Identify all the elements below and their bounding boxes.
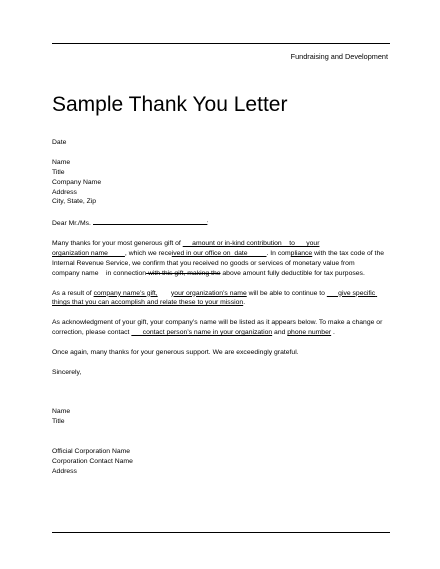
text: Many thanks for your most generous gift of: [52, 240, 183, 248]
paragraph-gift: [52, 239, 390, 279]
text: [158, 290, 171, 297]
listing-address: Address: [52, 467, 77, 475]
placeholder-amount: amount or in-kind contribution to your: [182, 240, 320, 248]
placeholder-contact-person: contact person’s name in your organization: [131, 329, 273, 337]
text: above amount fully deductible for tax purposes.: [220, 269, 365, 277]
text: .: [331, 329, 335, 337]
text: , which we rece: [124, 249, 172, 257]
recipient-title: Title: [52, 168, 65, 176]
recipient-name: Name: [52, 158, 71, 166]
paragraph-acknowledgment: [52, 318, 390, 338]
recipient-address: Address: [52, 188, 77, 196]
placeholder-org-name: your organization’s name: [170, 289, 247, 297]
paragraph-result: [52, 289, 390, 309]
department-label: Fundraising and Development: [290, 52, 388, 61]
recipient-company: Company Name: [52, 178, 102, 186]
paragraph-thanks: Once again, many thanks for your generous support. We are exceedingly grateful.: [52, 348, 299, 356]
text-strikethrough: with this gift, making the: [146, 269, 221, 277]
closing: Sincerely,: [52, 368, 82, 376]
footer-rule: [52, 532, 390, 533]
text: . In com: [266, 249, 291, 257]
text: As a result of: [52, 289, 94, 297]
text: .: [243, 299, 246, 307]
header-rule: [52, 43, 390, 44]
listing-contact: Corporation Contact Name: [52, 457, 133, 465]
salutation-blank: [93, 217, 209, 228]
listing-corp-name: Official Corporation Name: [52, 447, 131, 455]
placeholder-phone: phone number: [287, 329, 332, 337]
signature-title: Title: [52, 418, 65, 426]
text: As acknowledgment of your gift, your company’s name will be listed as it appears below. To make a change or correction, please contact: [52, 319, 383, 337]
placeholder-org-name: organization name: [52, 249, 125, 257]
text: and: [272, 329, 288, 337]
salutation: [52, 217, 390, 229]
page-title: Sample Thank You Letter: [52, 93, 288, 117]
letter-body: [52, 138, 390, 477]
text: will be able to continue to: [246, 289, 327, 297]
text-underlined: pliance: [290, 249, 313, 257]
placeholder-date: ived in our office on date: [171, 249, 267, 257]
placeholder-company-gift: company name’s gift,: [93, 289, 158, 297]
placeholder-mission: give specific things that you can accomplish and relate these to your mission: [52, 289, 378, 307]
text: with the tax code of the Internal Revenue Service, we confirm that you received no goods or services of monetary value from company name in connection: [52, 249, 386, 277]
date-line: Date: [52, 139, 67, 146]
salutation-prefix: Dear Mr./Ms.: [52, 220, 91, 228]
recipient-city: City, State, Zip: [52, 198, 97, 206]
salutation-suffix: :: [206, 220, 209, 228]
signature-name: Name: [52, 408, 71, 416]
